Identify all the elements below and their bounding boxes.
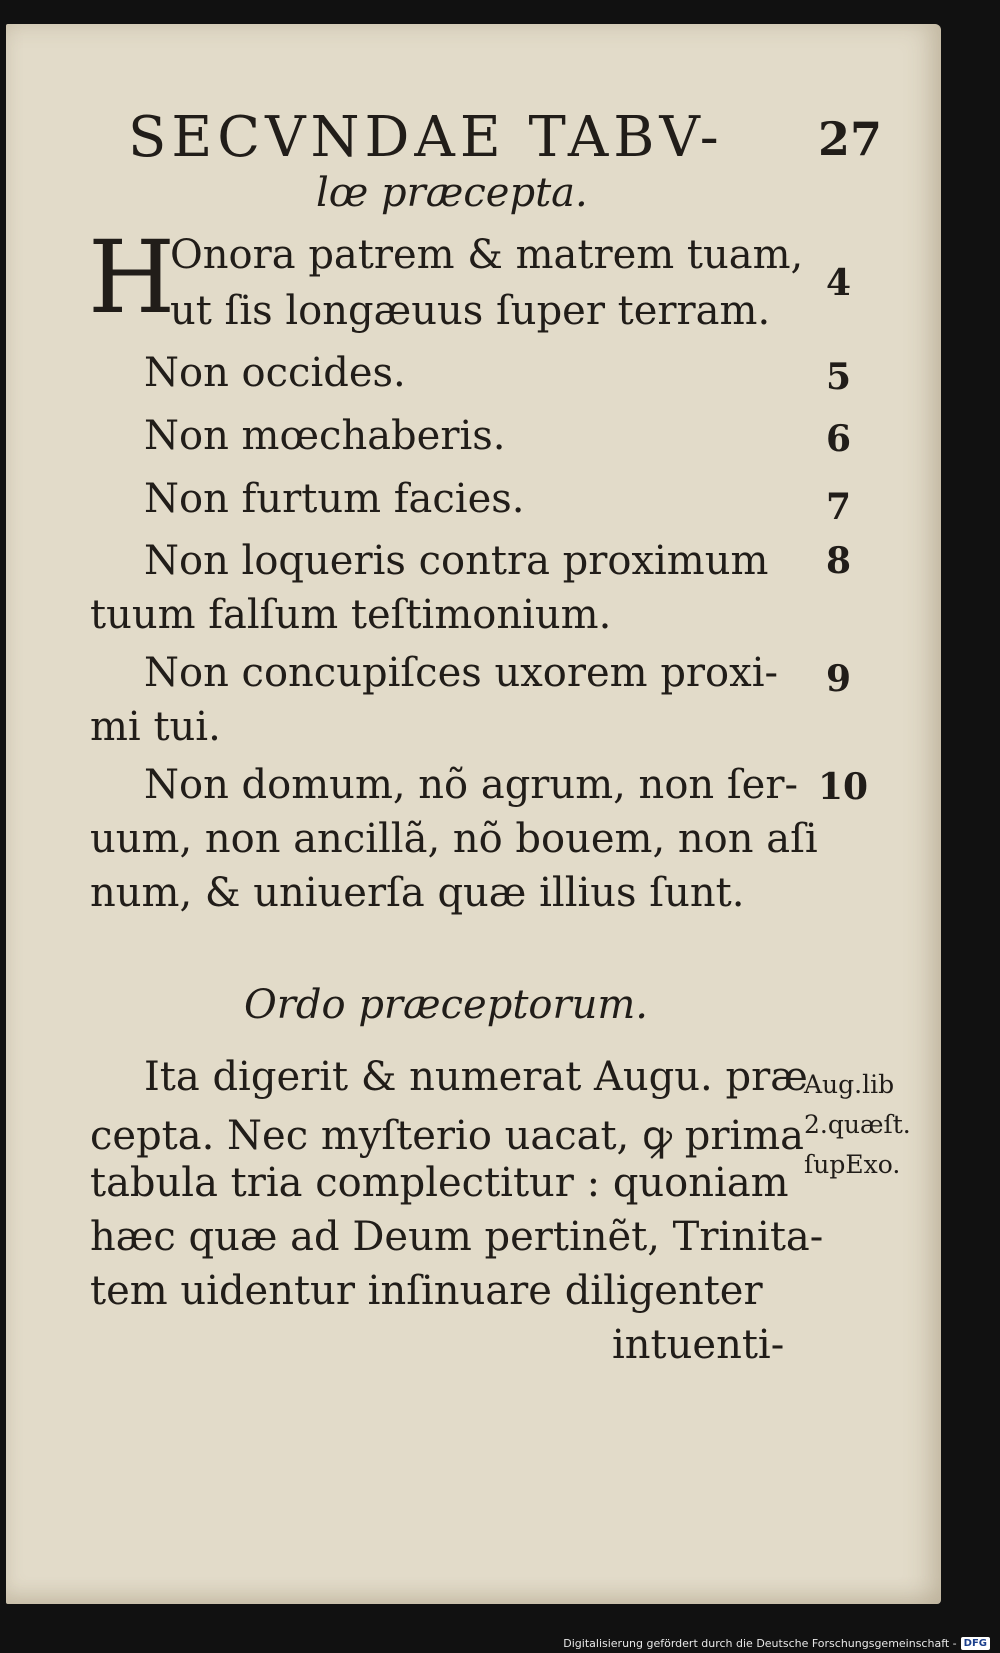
commandment-number-4: 4 xyxy=(826,262,852,304)
dfg-logo: DFG xyxy=(961,1637,990,1650)
commandment-number-5: 5 xyxy=(826,356,852,398)
drop-cap: H xyxy=(88,219,176,336)
commandment-10-line-3: num, & uniuerſa quæ illius ſunt. xyxy=(90,870,745,916)
body-line-4: hæc quæ ad Deum pertinẽt, Trinita- xyxy=(90,1214,824,1260)
body-line-2: cepta. Nec myſterio uacat, ꝙ prima xyxy=(90,1113,805,1159)
body-line-1: Ita digerit & numerat Augu. præ xyxy=(144,1054,808,1100)
commandment-10-line-1: Non domum, nõ agrum, non ſer- xyxy=(144,762,798,808)
commandment-8-line-2: tuum falſum teſtimonium. xyxy=(90,592,612,638)
commandment-number-7: 7 xyxy=(826,486,852,528)
running-title: SECVNDAE TABV- xyxy=(128,105,724,170)
commandment-number-8: 8 xyxy=(826,540,852,582)
side-note-line-2: 2.quæſt. xyxy=(804,1110,911,1139)
running-subtitle: lœ præcepta. xyxy=(316,170,588,216)
commandment-9-line-2: mi tui. xyxy=(90,704,221,750)
credit-text: Digitalisierung gefördert durch die Deutsche Forschungsgemeinschaft - xyxy=(563,1637,957,1650)
body-line-5: tem uidentur inſinuare diligenter xyxy=(90,1268,763,1314)
commandment-4-line-1: Onora patrem & matrem tuam, xyxy=(170,232,804,278)
commandment-4-line-2: ut ſis longæuus ſuper terram. xyxy=(170,288,771,334)
commandment-number-6: 6 xyxy=(826,418,852,460)
commandment-number-9: 9 xyxy=(826,658,852,700)
side-note-line-1: Aug.lib xyxy=(804,1070,895,1099)
commandment-7-line-1: Non furtum facies. xyxy=(144,476,525,522)
commandment-number-10: 10 xyxy=(818,766,869,808)
commandment-6-line-1: Non mœchaberis. xyxy=(144,413,506,459)
digitization-credit xyxy=(563,1637,990,1650)
side-note-line-3: ſupExo. xyxy=(804,1150,901,1179)
body-line-3: tabula tria complectitur : quoniam xyxy=(90,1160,789,1206)
body-line-6: intuenti- xyxy=(612,1322,785,1368)
page-number: 27 xyxy=(818,112,883,166)
section-heading: Ordo præceptorum. xyxy=(244,982,649,1028)
commandment-10-line-2: uum, non ancillã, nõ bouem, non aſi xyxy=(90,816,818,862)
commandment-8-line-1: Non loqueris contra proximum xyxy=(144,538,769,584)
commandment-9-line-1: Non concupiſces uxorem proxi- xyxy=(144,650,779,696)
commandment-5-line-1: Non occides. xyxy=(144,350,406,396)
